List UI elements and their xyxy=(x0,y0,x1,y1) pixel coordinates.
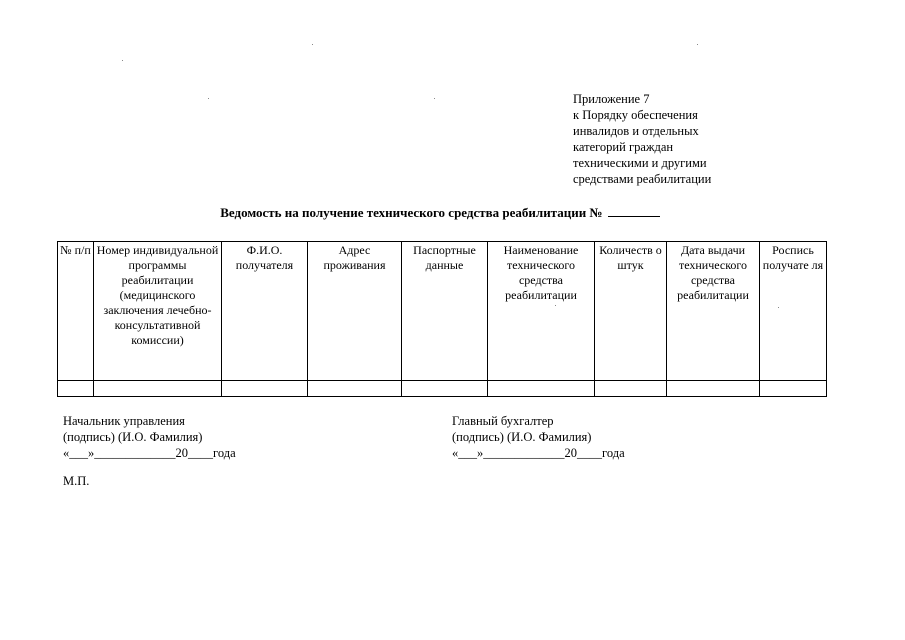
table-cell xyxy=(667,381,760,397)
appendix-line: средствами реабилитации xyxy=(573,172,712,186)
column-header-issue-date: Дата выдачи технического средства реабилитации xyxy=(667,242,760,381)
appendix-line: инвалидов и отдельных xyxy=(573,124,699,138)
scan-speck xyxy=(778,307,779,308)
register-table xyxy=(57,241,827,397)
table-row xyxy=(58,381,827,397)
signature-sign-line: (подпись) (И.О. Фамилия) xyxy=(63,430,203,444)
signature-position: Главный бухгалтер xyxy=(452,414,554,428)
signature-date-line: «___»_____________20____года xyxy=(452,446,625,460)
document-title xyxy=(0,205,880,221)
column-header-program-number: Номер индивидуальной программы реабилитации (медицинского заключения лечебно-консультативной комиссии) xyxy=(94,242,222,381)
table-cell xyxy=(94,381,222,397)
appendix-line: техническими и другими xyxy=(573,156,707,170)
scan-speck xyxy=(122,60,123,61)
appendix-line: категорий граждан xyxy=(573,140,674,154)
table-cell xyxy=(402,381,488,397)
appendix-note xyxy=(573,91,711,187)
table-cell xyxy=(595,381,667,397)
appendix-line: к Порядку обеспечения xyxy=(573,108,698,122)
table-cell xyxy=(222,381,308,397)
table-cell xyxy=(308,381,402,397)
table-header-row xyxy=(58,242,827,381)
scan-speck xyxy=(208,98,209,99)
column-header-number: № п/п xyxy=(58,242,94,381)
signature-position: Начальник управления xyxy=(63,414,185,428)
scan-speck xyxy=(555,305,556,306)
signature-block-accountant xyxy=(452,413,625,461)
table-cell xyxy=(488,381,595,397)
number-blank-line xyxy=(608,205,660,217)
table-cell xyxy=(58,381,94,397)
table-cell xyxy=(760,381,827,397)
scan-speck xyxy=(312,44,313,45)
signature-block-head xyxy=(63,413,236,461)
scan-speck xyxy=(697,44,698,45)
column-header-device-name: Наименование технического средства реабилитации xyxy=(488,242,595,381)
stamp-place: М.П. xyxy=(63,474,90,488)
column-header-recipient-name: Ф.И.О. получателя xyxy=(222,242,308,381)
column-header-signature: Роспись получате ля xyxy=(760,242,827,381)
column-header-quantity: Количеств о штук xyxy=(595,242,667,381)
document-title-text: Ведомость на получение технического средства реабилитации № xyxy=(220,205,603,220)
column-header-address: Адрес проживания xyxy=(308,242,402,381)
signature-date-line: «___»_____________20____года xyxy=(63,446,236,460)
appendix-line: Приложение 7 xyxy=(573,92,650,106)
column-header-passport: Паспортные данные xyxy=(402,242,488,381)
scan-speck xyxy=(434,98,435,99)
signature-sign-line: (подпись) (И.О. Фамилия) xyxy=(452,430,592,444)
